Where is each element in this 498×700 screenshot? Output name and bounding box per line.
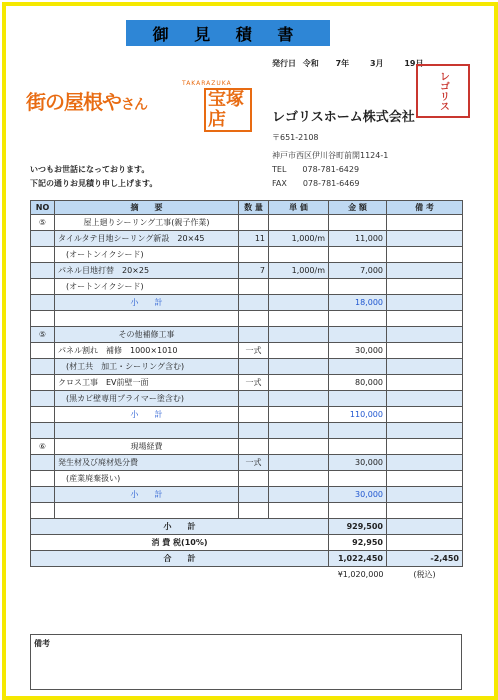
row-desc: 発生材及び廃材処分費 bbox=[55, 455, 239, 471]
table-row bbox=[31, 215, 463, 231]
row-note bbox=[387, 439, 463, 455]
row-amount bbox=[329, 215, 387, 231]
row-price bbox=[269, 487, 329, 503]
logo-branch: 宝塚店 bbox=[204, 88, 252, 132]
row-no bbox=[31, 375, 55, 391]
issue-year: 7年 bbox=[335, 59, 350, 68]
row-price bbox=[269, 423, 329, 439]
table-row bbox=[31, 343, 463, 359]
row-note bbox=[387, 247, 463, 263]
row-amount: 30,000 bbox=[329, 455, 387, 471]
greeting-line-2: 下記の通りお見積り申し上げます。 bbox=[30, 179, 158, 188]
row-price bbox=[269, 471, 329, 487]
row-price bbox=[269, 215, 329, 231]
row-amount: 110,000 bbox=[329, 407, 387, 423]
final-amount: ¥1,020,000 bbox=[337, 570, 384, 579]
table-row bbox=[31, 295, 463, 311]
row-no bbox=[31, 247, 55, 263]
row-desc: 小 計 bbox=[55, 407, 239, 423]
row-note bbox=[387, 375, 463, 391]
final-amount-row bbox=[31, 567, 463, 583]
company-address: 神戸市西区伊川谷町前開1124-1 bbox=[272, 151, 389, 160]
row-note bbox=[387, 279, 463, 295]
summary-row bbox=[31, 551, 463, 567]
row-no bbox=[31, 295, 55, 311]
row-note bbox=[387, 311, 463, 327]
table-row bbox=[31, 471, 463, 487]
table-row bbox=[31, 359, 463, 375]
header-qty: 数 量 bbox=[239, 201, 269, 215]
row-qty bbox=[239, 487, 269, 503]
row-note bbox=[387, 391, 463, 407]
row-qty bbox=[239, 311, 269, 327]
table-row bbox=[31, 327, 463, 343]
table-row bbox=[31, 439, 463, 455]
row-amount: 7,000 bbox=[329, 263, 387, 279]
row-note bbox=[387, 263, 463, 279]
row-no: ⑤ bbox=[31, 215, 55, 231]
row-qty: 11 bbox=[239, 231, 269, 247]
row-desc: 小 計 bbox=[55, 295, 239, 311]
row-qty bbox=[239, 247, 269, 263]
row-qty bbox=[239, 327, 269, 343]
row-qty bbox=[239, 471, 269, 487]
header-desc: 摘 要 bbox=[55, 201, 239, 215]
row-price bbox=[269, 375, 329, 391]
row-price bbox=[269, 311, 329, 327]
row-qty bbox=[239, 391, 269, 407]
row-desc: パネル目地打替 20×25 bbox=[55, 263, 239, 279]
row-amount: 80,000 bbox=[329, 375, 387, 391]
row-note bbox=[387, 295, 463, 311]
row-no: ⑥ bbox=[31, 439, 55, 455]
summary-amount: 929,500 bbox=[329, 519, 387, 535]
row-no bbox=[31, 487, 55, 503]
row-price bbox=[269, 295, 329, 311]
row-desc: (産業廃棄扱い) bbox=[55, 471, 239, 487]
row-amount bbox=[329, 423, 387, 439]
row-price bbox=[269, 343, 329, 359]
row-price bbox=[269, 327, 329, 343]
row-no bbox=[31, 471, 55, 487]
row-desc: タイルタテ目地シーリング新設 20×45 bbox=[55, 231, 239, 247]
row-price bbox=[269, 407, 329, 423]
row-amount: 11,000 bbox=[329, 231, 387, 247]
document-title: 御 見 積 書 bbox=[126, 20, 330, 46]
row-desc: 現場経費 bbox=[55, 439, 239, 455]
remarks-box bbox=[30, 634, 462, 690]
table-row bbox=[31, 423, 463, 439]
row-desc: パネル割れ 補修 1000×1010 bbox=[55, 343, 239, 359]
header-price: 単 価 bbox=[269, 201, 329, 215]
row-no bbox=[31, 503, 55, 519]
row-amount bbox=[329, 247, 387, 263]
summary-row bbox=[31, 535, 463, 551]
row-no bbox=[31, 279, 55, 295]
row-price bbox=[269, 359, 329, 375]
row-note bbox=[387, 455, 463, 471]
row-qty bbox=[239, 503, 269, 519]
row-no bbox=[31, 343, 55, 359]
row-amount: 18,000 bbox=[329, 295, 387, 311]
row-amount bbox=[329, 471, 387, 487]
row-desc: 屋上廻りシーリング工事(親子作業) bbox=[55, 215, 239, 231]
summary-amount: 1,022,450 bbox=[329, 551, 387, 567]
row-price bbox=[269, 503, 329, 519]
row-desc bbox=[55, 423, 239, 439]
row-price: 1,000/m bbox=[269, 231, 329, 247]
row-qty: 一式 bbox=[239, 375, 269, 391]
row-desc: (オートンイクシード) bbox=[55, 279, 239, 295]
issue-date bbox=[272, 58, 423, 69]
row-note bbox=[387, 343, 463, 359]
row-amount bbox=[329, 391, 387, 407]
summary-label: 消 費 税(10%) bbox=[31, 535, 329, 551]
table-row bbox=[31, 391, 463, 407]
row-no bbox=[31, 391, 55, 407]
table-row bbox=[31, 487, 463, 503]
summary-label: 小 計 bbox=[31, 519, 329, 535]
row-price: 1,000/m bbox=[269, 263, 329, 279]
row-no bbox=[31, 263, 55, 279]
row-desc: (オートンイクシード) bbox=[55, 247, 239, 263]
estimate-table bbox=[30, 200, 463, 582]
header-no: NO bbox=[31, 201, 55, 215]
row-no bbox=[31, 423, 55, 439]
row-no bbox=[31, 407, 55, 423]
company-name: レゴリスホーム株式会社 bbox=[272, 110, 415, 125]
row-qty bbox=[239, 359, 269, 375]
issue-date-label: 発行日 bbox=[272, 59, 296, 68]
table-row bbox=[31, 247, 463, 263]
row-no bbox=[31, 359, 55, 375]
row-note bbox=[387, 471, 463, 487]
issue-era: 令和 bbox=[302, 59, 319, 68]
row-qty bbox=[239, 439, 269, 455]
row-no bbox=[31, 455, 55, 471]
row-desc: その他補修工事 bbox=[55, 327, 239, 343]
issue-month: 3月 bbox=[369, 59, 384, 68]
table-row bbox=[31, 407, 463, 423]
remarks-label: 備考 bbox=[34, 639, 50, 648]
table-row bbox=[31, 375, 463, 391]
row-desc: (黒カビ壁専用プライマー塗含む) bbox=[55, 391, 239, 407]
row-amount bbox=[329, 327, 387, 343]
row-amount bbox=[329, 311, 387, 327]
company-postal: 〒651-2108 bbox=[272, 133, 319, 142]
row-note bbox=[387, 407, 463, 423]
company-fax: FAX 078-781-6469 bbox=[272, 179, 360, 188]
row-note bbox=[387, 503, 463, 519]
row-note bbox=[387, 231, 463, 247]
row-amount bbox=[329, 503, 387, 519]
row-amount bbox=[329, 279, 387, 295]
row-qty bbox=[239, 423, 269, 439]
summary-note: -2,450 bbox=[387, 551, 463, 567]
greeting-line-1: いつもお世話になっております。 bbox=[30, 165, 150, 174]
issue-day: 19日 bbox=[404, 59, 424, 68]
row-desc: 小 計 bbox=[55, 487, 239, 503]
row-note bbox=[387, 327, 463, 343]
summary-amount: 92,950 bbox=[329, 535, 387, 551]
row-desc bbox=[55, 503, 239, 519]
row-qty bbox=[239, 215, 269, 231]
summary-note bbox=[387, 535, 463, 551]
table-row bbox=[31, 503, 463, 519]
row-no bbox=[31, 231, 55, 247]
row-price bbox=[269, 247, 329, 263]
row-qty: 一式 bbox=[239, 343, 269, 359]
row-note bbox=[387, 359, 463, 375]
row-desc: (材工共 加工・シーリング含む) bbox=[55, 359, 239, 375]
row-note bbox=[387, 487, 463, 503]
table-row bbox=[31, 231, 463, 247]
row-amount bbox=[329, 359, 387, 375]
row-qty: 一式 bbox=[239, 455, 269, 471]
row-desc bbox=[55, 311, 239, 327]
table-row bbox=[31, 263, 463, 279]
header-amount: 金 額 bbox=[329, 201, 387, 215]
logo-sub: TAKARAZUKA bbox=[182, 80, 232, 87]
company-logo bbox=[26, 80, 252, 130]
row-amount: 30,000 bbox=[329, 487, 387, 503]
row-price bbox=[269, 455, 329, 471]
logo-main: 街の屋根やさん bbox=[26, 90, 147, 114]
row-qty bbox=[239, 295, 269, 311]
table-row bbox=[31, 455, 463, 471]
row-price bbox=[269, 279, 329, 295]
company-seal-stamp: レゴリス bbox=[416, 64, 470, 118]
row-no bbox=[31, 311, 55, 327]
table-row bbox=[31, 279, 463, 295]
summary-note bbox=[387, 519, 463, 535]
header-note: 備 考 bbox=[387, 201, 463, 215]
row-price bbox=[269, 391, 329, 407]
row-price bbox=[269, 439, 329, 455]
final-note: (税込) bbox=[413, 570, 436, 579]
row-note bbox=[387, 215, 463, 231]
summary-label: 合 計 bbox=[31, 551, 329, 567]
row-amount: 30,000 bbox=[329, 343, 387, 359]
company-tel: TEL 078-781-6429 bbox=[272, 165, 360, 174]
row-qty bbox=[239, 407, 269, 423]
row-qty bbox=[239, 279, 269, 295]
row-note bbox=[387, 423, 463, 439]
table-row bbox=[31, 311, 463, 327]
row-amount bbox=[329, 439, 387, 455]
table-body bbox=[31, 215, 463, 583]
row-desc: クロス工事 EV前壁一面 bbox=[55, 375, 239, 391]
row-qty: 7 bbox=[239, 263, 269, 279]
table-header bbox=[31, 201, 463, 215]
summary-row bbox=[31, 519, 463, 535]
row-no: ⑤ bbox=[31, 327, 55, 343]
